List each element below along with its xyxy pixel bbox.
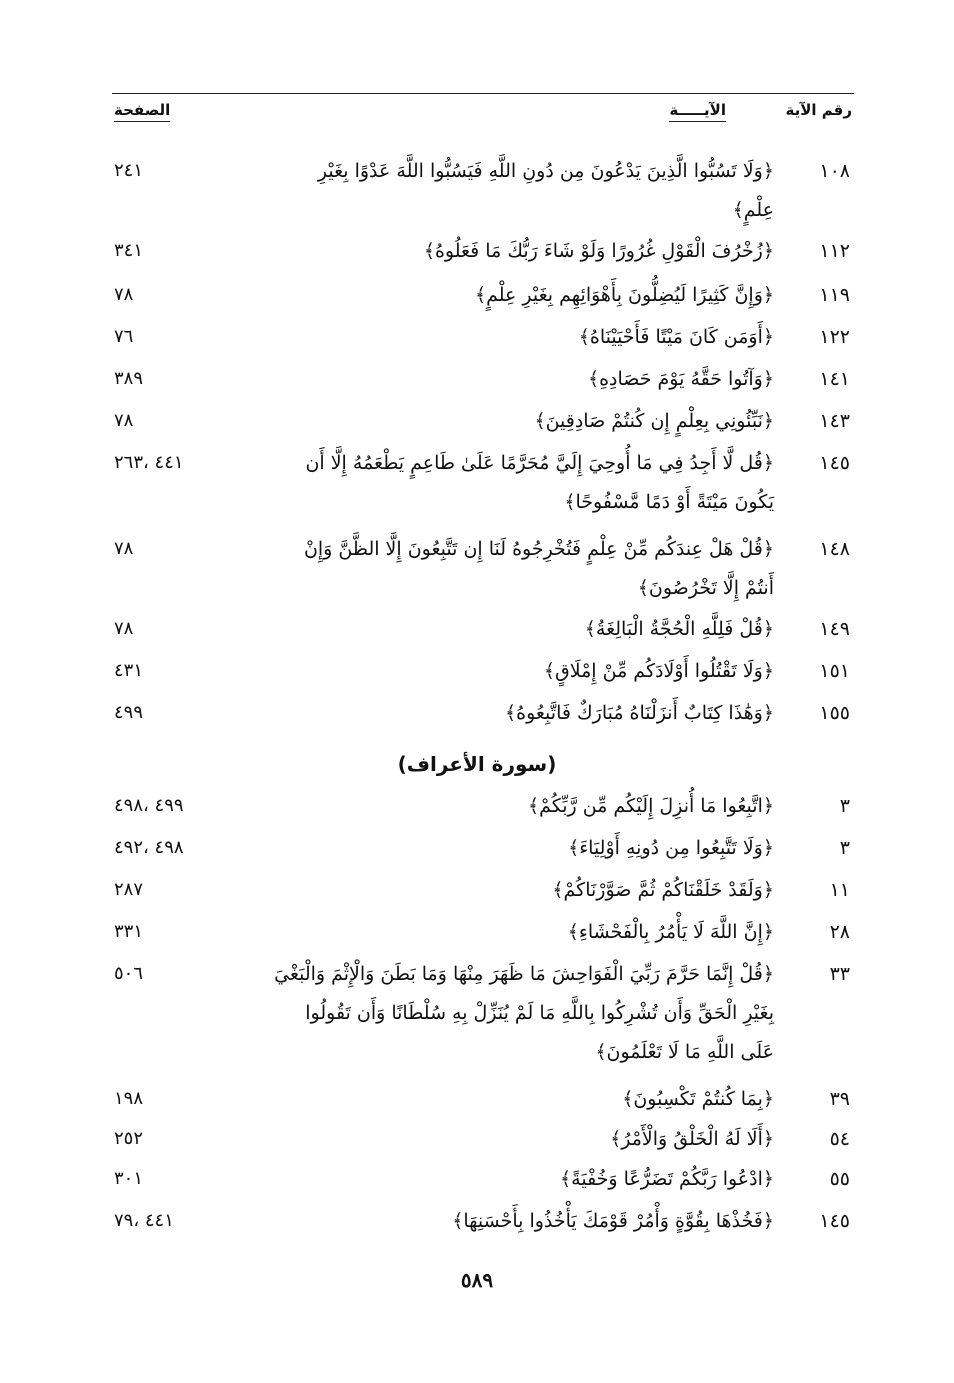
page-ref: ٢٥٢ (114, 1128, 144, 1149)
verse-text: ﴿وَآتُوا حَقَّهُ يَوْمَ حَصَادِهِ﴾ (587, 368, 774, 390)
page-ref: ٢٨٧ (114, 879, 144, 900)
verse-text: ﴿وَلَا تَسُبُّوا الَّذِينَ يَدْعُونَ مِن دُونِ اللَّهِ فَيَسُبُّوا اللَّهَ عَدْوًا بِغَيْرِ عِلْمٍ﴾ (317, 160, 774, 221)
verse-number: ١٤٩ (819, 618, 850, 640)
page-ref: ٧٨ (114, 284, 134, 305)
page-ref: ٤٩٩ ،٤٩٨ (114, 795, 184, 816)
verse-number: ١١٢ (819, 240, 850, 262)
verse-number: ١١ (829, 879, 850, 901)
verse-number: ٣٣ (829, 963, 850, 985)
verse-text: ﴿نَبِّئُونِي بِعِلْمٍ إِن كُنتُمْ صَادِقِينَ﴾ (534, 410, 774, 432)
page-ref: ٧٨ (114, 618, 134, 639)
verse-number: ١٤٥ (819, 452, 850, 474)
page-ref: ٤٤١ ،٧٩ (114, 1210, 174, 1231)
verse-number: ١١٩ (819, 284, 850, 306)
verse-text: ﴿أَوَمَن كَانَ مَيْتًا فَأَحْيَيْنَاهُ﴾ (578, 326, 774, 348)
verse-number: ١٤٣ (819, 410, 850, 432)
verse-number: ٣ (839, 795, 850, 817)
page-ref: ٧٦ (114, 326, 134, 347)
page-ref: ٢٤١ (114, 160, 144, 181)
page-ref: ٤٤١ ،٢٦٣ (114, 452, 184, 473)
surah-title: (سورة الأعراف) (397, 752, 557, 776)
verse-number: ١٢٢ (819, 326, 850, 348)
verse-number: ١٠٨ (819, 160, 850, 182)
verse-number: ١٤٨ (819, 538, 850, 560)
page-ref: ٧٨ (114, 410, 134, 431)
header-verse-number: رقم الآية (785, 101, 852, 119)
page-ref: ٣٤١ (114, 240, 144, 261)
top-rule (112, 93, 854, 94)
verse-text: ﴿أَلَا لَهُ الْخَلْقُ وَالْأَمْرُ﴾ (610, 1128, 774, 1150)
verse-number: ١٤٥ (819, 1210, 850, 1232)
verse-number: ١٥١ (819, 660, 850, 682)
header-page: الصفحة (114, 101, 170, 122)
verse-text: ﴿زُخْرُفَ الْقَوْلِ غُرُورًا وَلَوْ شَاءَ رَبُّكَ مَا فَعَلُوهُ﴾ (423, 240, 774, 262)
page-ref: ٧٨ (114, 538, 134, 559)
page-ref: ١٩٨ (114, 1088, 144, 1109)
verse-number: ٥٥ (829, 1168, 850, 1190)
verse-text: ﴿قُلْ إِنَّمَا حَرَّمَ رَبِّيَ الْفَوَاحِشَ مَا ظَهَرَ مِنْهَا وَمَا بَطَنَ وَالْإِثْمَ وَالْبَغْيَ بِغَيْرِ الْحَقِّ وَأَن تُشْرِكُوا بِاللَّهِ مَا لَمْ يُنَزِّلْ بِهِ سُلْطَانًا وَأَن تَقُولُوا عَلَى اللَّهِ مَا لَا تَعْلَمُونَ﴾ (274, 963, 774, 1063)
verse-text: ﴿وَلَا تَقْتُلُوا أَوْلَادَكُم مِّنْ إِمْلَاقٍ﴾ (543, 660, 774, 682)
verse-text: ﴿وَهَٰذَا كِتَابٌ أَنزَلْنَاهُ مُبَارَكٌ فَاتَّبِعُوهُ﴾ (504, 702, 774, 724)
header-verse: الآيـــــة (669, 101, 726, 122)
page-ref: ٣٠١ (114, 1168, 144, 1189)
page-ref: ٣٣١ (114, 921, 144, 942)
verse-number: ٣٩ (829, 1088, 850, 1110)
page-ref: ٥٠٦ (114, 963, 144, 984)
verse-number: ٥٤ (829, 1128, 850, 1150)
verse-text: ﴿قُلْ فَلِلَّهِ الْحُجَّةُ الْبَالِغَةُ﴾ (584, 618, 774, 640)
page-number: ٥٨٩ (460, 1268, 494, 1292)
verse-number: ٣ (839, 837, 850, 859)
page-ref: ٣٨٩ (114, 368, 144, 389)
verse-text: ﴿وَلَا تَتَّبِعُوا مِن دُونِهِ أَوْلِيَاءَ﴾ (568, 837, 774, 859)
verse-text: ﴿بِمَا كُنتُمْ تَكْسِبُونَ﴾ (622, 1088, 774, 1110)
verse-text: ﴿وَلَقَدْ خَلَقْنَاكُمْ ثُمَّ صَوَّرْنَاكُمْ﴾ (552, 879, 774, 901)
verse-text: ﴿إِنَّ اللَّهَ لَا يَأْمُرُ بِالْفَحْشَاءِ﴾ (567, 921, 774, 943)
page-ref: ٤٩٩ (114, 702, 144, 723)
verse-text: ﴿ادْعُوا رَبَّكُمْ تَضَرُّعًا وَخُفْيَةً﴾ (560, 1168, 774, 1190)
verse-number: ١٥٥ (819, 702, 850, 724)
verse-number: ٢٨ (829, 921, 850, 943)
verse-text: ﴿وَإِنَّ كَثِيرًا لَيُضِلُّونَ بِأَهْوَائِهِم بِغَيْرِ عِلْمٍ﴾ (474, 284, 774, 306)
page-ref: ٤٣١ (114, 660, 144, 681)
page-ref: ٤٩٨ ،٤٩٢ (114, 837, 184, 858)
verse-text: ﴿قُل لَّا أَجِدُ فِي مَا أُوحِيَ إِلَيَّ مُحَرَّمًا عَلَىٰ طَاعِمٍ يَطْعَمُهُ إِلَّا أَن يَكُونَ مَيْتَةً أَوْ دَمًا مَّسْفُوحًا﴾ (305, 452, 774, 513)
verse-number: ١٤١ (819, 368, 850, 390)
verse-text: ﴿فَخُذْهَا بِقُوَّةٍ وَأْمُرْ قَوْمَكَ يَأْخُذُوا بِأَحْسَنِهَا﴾ (452, 1210, 774, 1232)
verse-text: ﴿قُلْ هَلْ عِندَكُم مِّنْ عِلْمٍ فَتُخْرِجُوهُ لَنَا إِن تَتَّبِعُونَ إِلَّا الظَّنَّ وَإِنْ أَنتُمْ إِلَّا تَخْرُصُونَ﴾ (303, 538, 774, 599)
verse-text: ﴿اتَّبِعُوا مَا أُنزِلَ إِلَيْكُم مِّن رَّبِّكُمْ﴾ (527, 795, 774, 817)
